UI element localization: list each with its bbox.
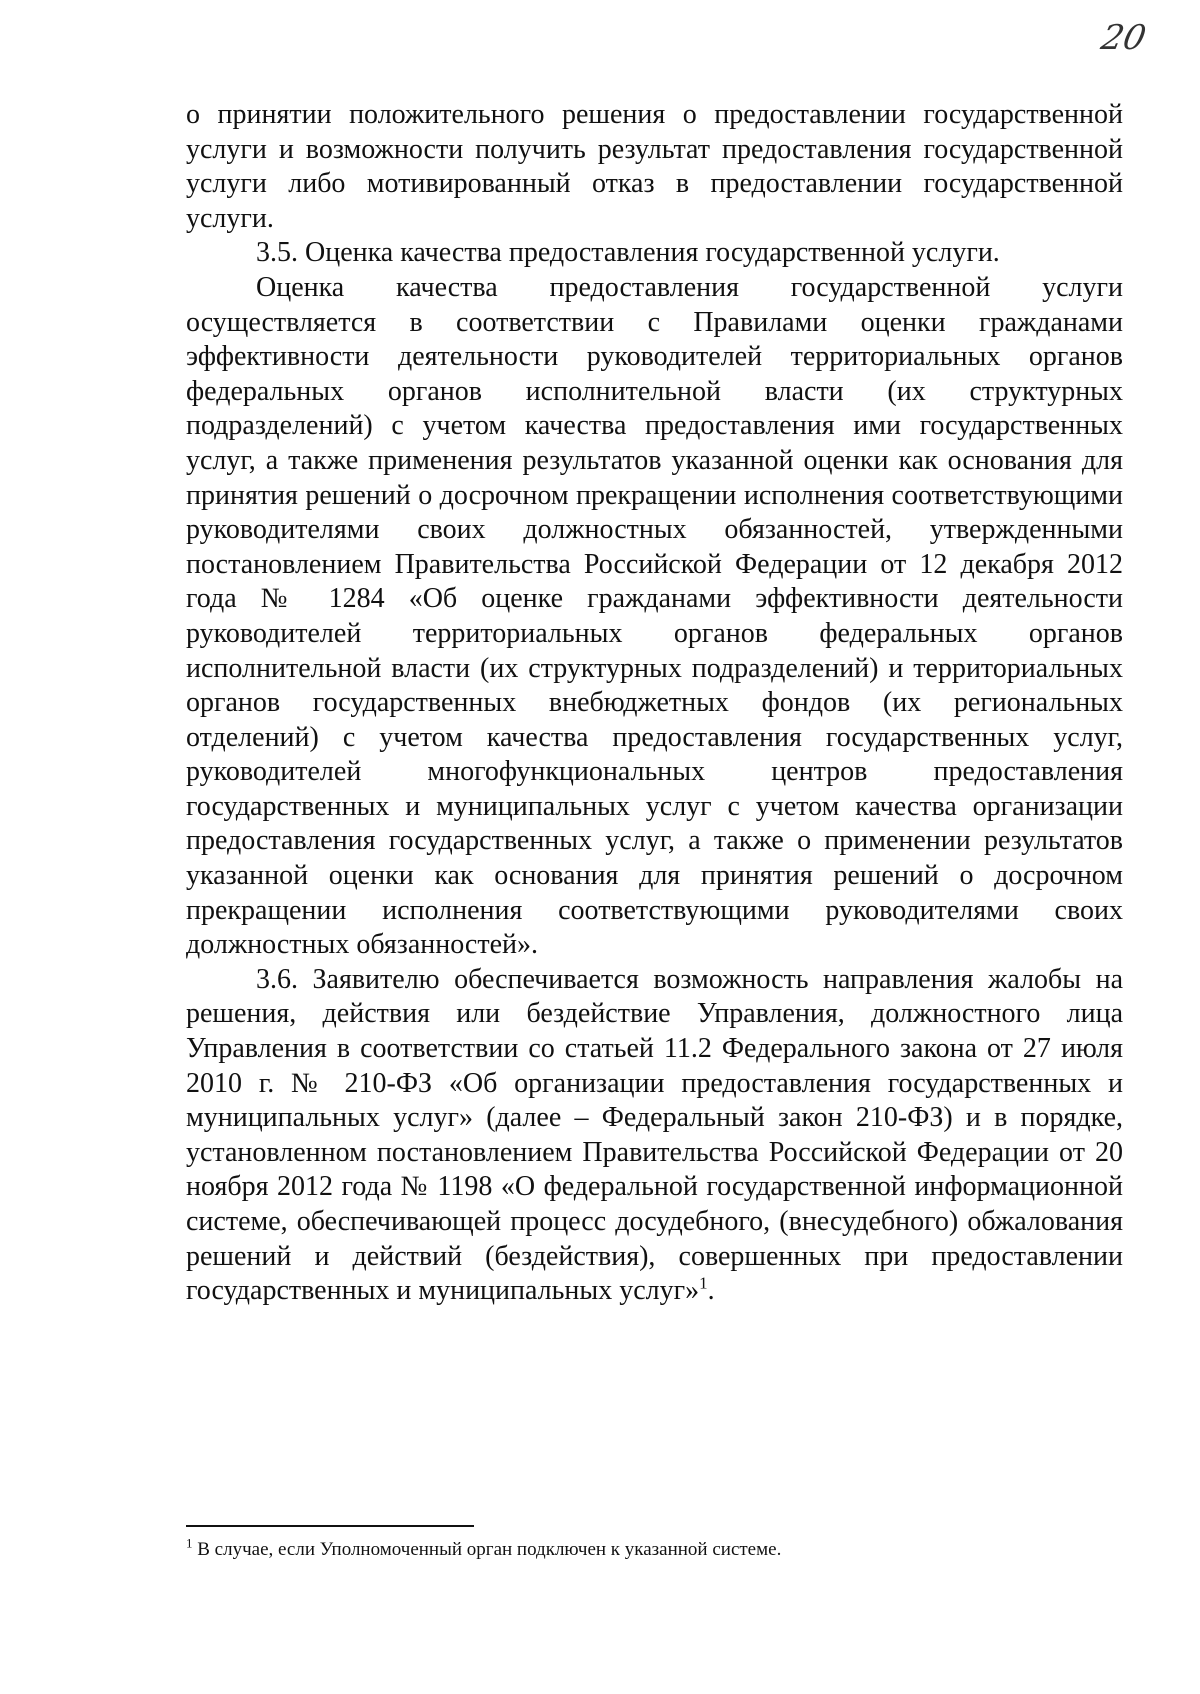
paragraph-3-6-text: 3.6. Заявителю обеспечивается возможность направления жалобы на решения, действия или бездействие Управления, должностного лица Управления в соответствии со статьей 11.2 Федерального закона от 27 июля 2010 г. № 210-ФЗ «Об организации предоставления государственных и муниципальных услуг» (далее – Федеральный закон 210-ФЗ) и в порядке, установленном постановлением Правительства Российской Федерации от 20 ноября 2012 года № 1198 «О федеральной государственной информационной системе, обеспечивающей процесс досудебного, (внесудебного) обжалования решений и действий (бездействия), совершенных при предоставлении государственных и муниципальных услуг» [186,963,1123,1307]
section-heading-3-5: 3.5. Оценка качества предоставления государственной услуги. [256,237,1000,269]
paragraph-3-6-end: . [707,1275,715,1307]
footnote-divider [186,1525,474,1527]
paragraph-continuation: о принятии положительного решения о предоставлении государственной услуги и возможности получить результат предоставления государственной услуги либо мотивированный отказ в предоставлении государственной услуги. [186,99,1123,234]
footnote-marker: 1 [186,1535,193,1551]
body-text [186,98,1123,1309]
paragraph-quality-assessment: Оценка качества предоставления государственной услуги осуществляется в соответствии с Правилами оценки гражданами эффективности деятельности руководителей территориальных органов федеральных органов исполнительной власти (их структурных подразделений) с учетом качества предоставления ими государственных услуг, а также применения результатов указанной оценки как основания для принятия решений о досрочном прекращении исполнения соответствующими руководителями своих должностных обязанностей, утвержденными постановлением Правительства Российской Федерации от 12 декабря 2012 года № 1284 «Об оценке гражданами эффективности деятельности руководителей территориальных органов федеральных органов исполнительной власти (их структурных подразделений) и территориальных органов государственных внебюджетных фондов (их региональных отделений) с учетом качества предоставления государственных услуг, руководителей многофункциональных центров предоставления государственных и муниципальных услуг с учетом качества организации предоставления государственных услуг, а также о применении результатов указанной оценки как основания для принятия решений о досрочном прекращении исполнения соответствующими руководителями своих должностных обязанностей». [186,271,1123,961]
footnote-text: В случае, если Уполномоченный орган подключен к указанной системе. [192,1539,782,1560]
handwritten-page-number: 20 [1097,18,1150,58]
paragraph-3-6-complaint [186,963,1123,1309]
footnote [186,1535,1086,1562]
footnote-reference: 1 [699,1273,708,1293]
